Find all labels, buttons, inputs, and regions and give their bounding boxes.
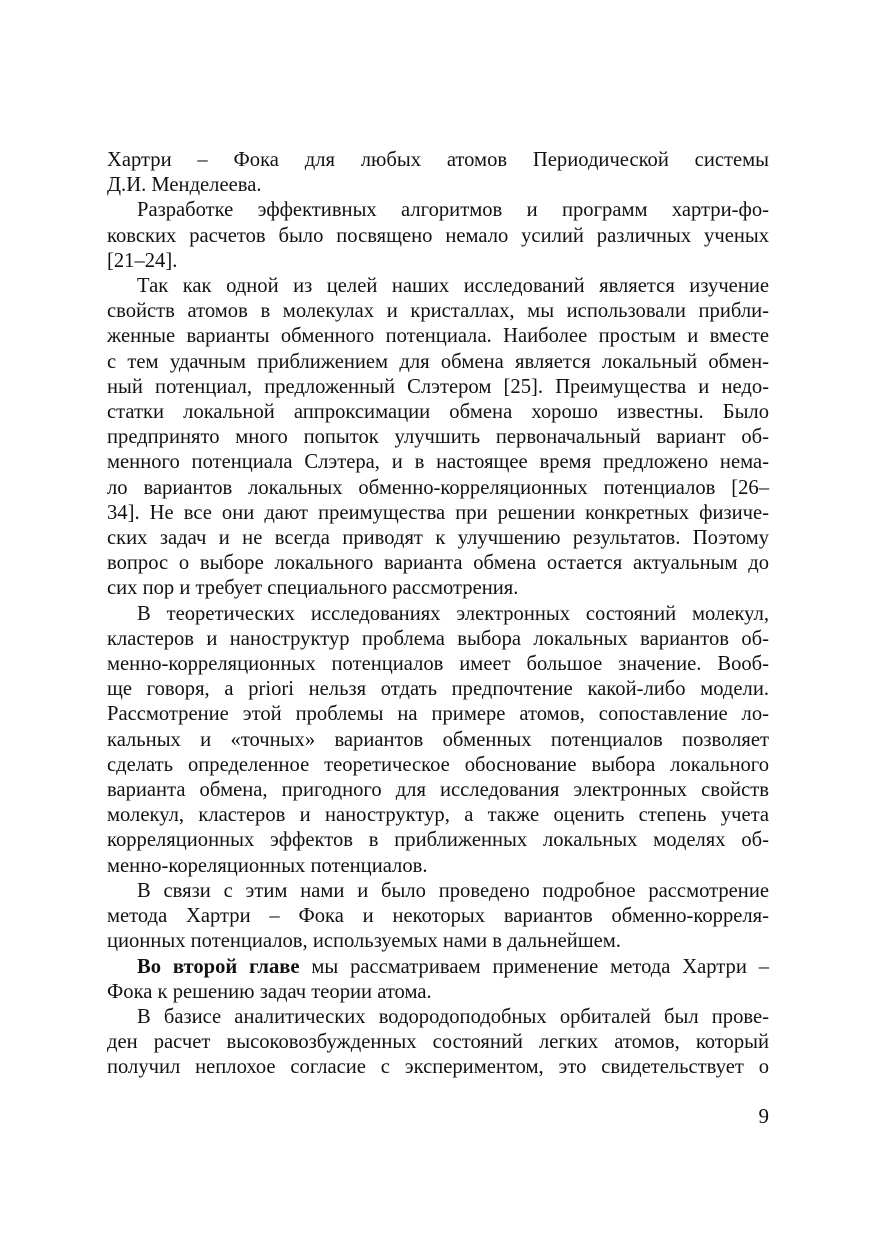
text-line: получил неплохое согласие с экспериментом, это свидетельствует о	[107, 1056, 769, 1079]
paragraph-4	[107, 602, 769, 879]
paragraph-7	[107, 1005, 769, 1081]
text-line: Д.И. Менделеева.	[107, 174, 262, 197]
text-line: менного потенциала Слэтера, и в настоящее время предложено нема-	[107, 451, 769, 474]
text-line	[107, 955, 769, 980]
text-run: мы рассматриваем применение метода Хартри –	[299, 955, 769, 978]
text-line: Разработке эффективных алгоритмов и программ хартри-фо-	[137, 199, 769, 222]
text-line: молекул, кластеров и наноструктур, а также оценить степень учета	[107, 804, 769, 827]
text-line: 34]. Не все они дают преимущества при решении конкретных физиче-	[107, 501, 769, 524]
text-line: ден расчет высоковозбужденных состояний легких атомов, который	[107, 1031, 769, 1054]
text-line: Хартри – Фока для любых атомов Периодической системы	[107, 149, 769, 171]
paragraph-5	[107, 879, 769, 955]
text-line: менно-кореляционных потенциалов.	[107, 854, 428, 877]
text-line: вопрос о выборе локального варианта обмена остается актуальным до	[107, 552, 769, 575]
paragraph-1	[107, 148, 769, 198]
text-line: менно-корреляционных потенциалов имеет большое значение. Вооб-	[107, 653, 769, 676]
text-line: В базисе аналитических водородоподобных орбиталей был прове-	[137, 1005, 769, 1028]
text-line: Фока к решению задач теории атома.	[107, 980, 432, 1003]
text-line: Рассмотрение этой проблемы на примере атомов, сопоставление ло-	[107, 703, 769, 726]
text-line: статки локальной аппроксимации обмена хорошо известны. Было	[107, 401, 769, 424]
paragraph-2	[107, 198, 769, 274]
text-line: В теоретических исследованиях электронных состояний молекул,	[137, 602, 769, 625]
body-text	[107, 148, 769, 1081]
text-line: кластеров и наноструктур проблема выбора локальных вариантов об-	[107, 627, 769, 650]
text-line: кальных и «точных» вариантов обменных потенциалов позволяет	[107, 728, 769, 751]
text-line: В связи с этим нами и было проведено подробное рассмотрение	[137, 879, 769, 902]
text-line: женные варианты обменного потенциала. Наиболее простым и вместе	[107, 325, 769, 348]
text-line: Так как одной из целей наших исследований является изучение	[137, 275, 769, 298]
text-line: метода Хартри – Фока и некоторых вариантов обменно-корреля-	[107, 905, 769, 928]
text-line: сделать определенное теоретическое обоснование выбора локального	[107, 753, 769, 776]
text-line: свойств атомов в молекулах и кристаллах, мы использовали прибли-	[107, 300, 769, 323]
chapter-reference: Во второй главе	[137, 955, 300, 978]
paragraph-6	[107, 955, 769, 1005]
text-line: ционных потенциалов, используемых нами в дальнейшем.	[107, 930, 621, 953]
text-line: предпринято много попыток улучшить первоначальный вариант об-	[107, 426, 769, 449]
text-line: ковских расчетов было посвящено немало усилий различных ученых	[107, 224, 769, 247]
text-line: ских задач и не всегда приводят к улучшению результатов. Поэтому	[107, 527, 769, 550]
paragraph-3	[107, 274, 769, 602]
text-line: с тем удачным приближением для обмена является локальный обмен-	[107, 350, 769, 373]
text-line: [21–24].	[107, 249, 178, 272]
text-line: ный потенциал, предложенный Слэтером [25]. Преимущества и недо-	[107, 375, 769, 398]
text-line: варианта обмена, пригодного для исследования электронных свойств	[107, 779, 769, 802]
page-number: 9	[758, 1104, 769, 1128]
text-line: сих пор и требует специального рассмотрения.	[107, 577, 519, 600]
text-line: корреляционных эффектов в приближенных локальных моделях об-	[107, 829, 769, 852]
text-line: ще говоря, a priori нельзя отдать предпочтение какой-либо модели.	[107, 678, 769, 701]
text-line: ло вариантов локальных обменно-корреляционных потенциалов [26–	[107, 476, 769, 499]
